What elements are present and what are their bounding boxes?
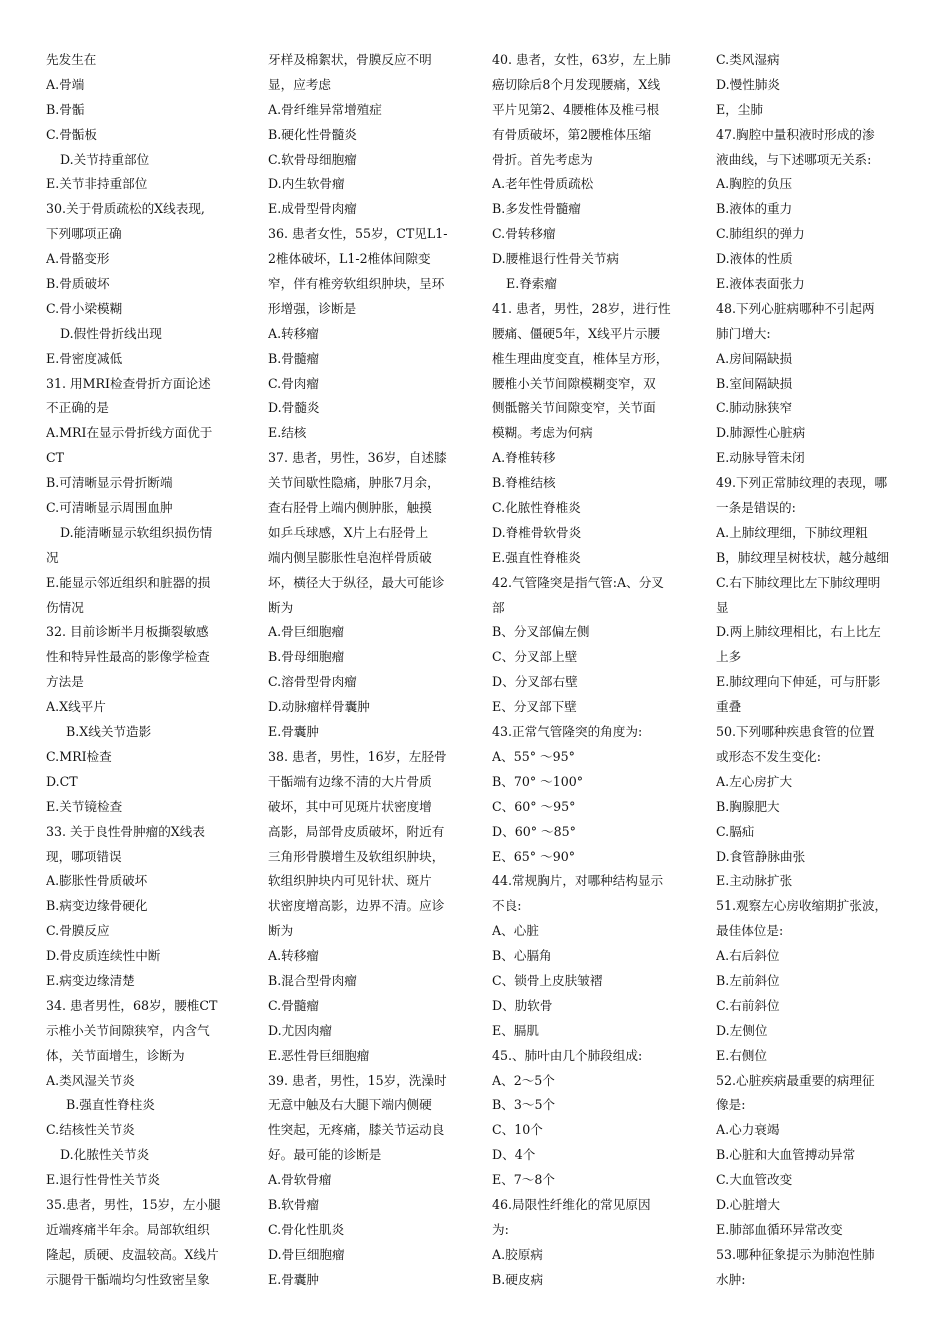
text-line: C.右前斜位 bbox=[716, 997, 780, 1013]
text-line: 高影，局部骨皮质破坏，附近有 bbox=[268, 823, 445, 839]
text-line: D、4个 bbox=[492, 1147, 536, 1163]
text-line: 侧骶髂关节间隙变窄，关节面 bbox=[492, 400, 656, 416]
text-line: E.结核 bbox=[268, 425, 307, 441]
text-line: 性和特异性最高的影像学检查 bbox=[46, 649, 210, 665]
text-line: D.食管静脉曲张 bbox=[716, 848, 806, 864]
text-line: B.混合型骨肉瘤 bbox=[268, 972, 357, 988]
text-line: 模糊。考虑为何病 bbox=[492, 425, 593, 441]
text-line: C.类风湿病 bbox=[716, 52, 780, 67]
column-4 bbox=[716, 48, 910, 1293]
text-line: C、60° ～95° bbox=[492, 798, 576, 814]
text-line: C.骨肉瘤 bbox=[268, 375, 319, 391]
text-line: B.左前斜位 bbox=[716, 972, 780, 988]
text-line: 46.局限性纤维化的常见原因 bbox=[492, 1196, 651, 1212]
text-line: 状密度增高影，边界不清。应诊 bbox=[268, 898, 445, 914]
text-line: C、分叉部上壁 bbox=[492, 649, 578, 665]
text-line: 34. 患者男性，68岁，腰椎CT bbox=[46, 997, 218, 1013]
text-line: C.大血管改变 bbox=[716, 1172, 793, 1188]
text-line: 最佳体位是: bbox=[716, 923, 784, 939]
text-line: E.肺纹理向下伸延，可与肝影 bbox=[716, 674, 881, 690]
text-line: 如乒乓球感，X片上右胫骨上 bbox=[268, 524, 429, 540]
text-line: A.脊椎转移 bbox=[492, 450, 556, 466]
text-line: 骨折。首先考虑为 bbox=[492, 151, 593, 167]
text-line: 断为 bbox=[268, 923, 294, 939]
text-line: D、60° ～85° bbox=[492, 823, 576, 839]
text-line: E.动脉导管未闭 bbox=[716, 450, 805, 466]
text-line: A.左心房扩大 bbox=[716, 773, 793, 789]
text-line: D.假性骨折线出现 bbox=[60, 325, 162, 341]
text-line: 或形态不发生变化: bbox=[716, 748, 821, 764]
text-line: B.骨质破坏 bbox=[46, 276, 110, 292]
text-line: D、分叉部右壁 bbox=[492, 674, 578, 690]
text-line: D.动脉瘤样骨囊肿 bbox=[268, 699, 370, 715]
text-line: D.尤因肉瘤 bbox=[268, 1022, 333, 1038]
text-line: 2椎体破坏，L1-2椎体间隙变 bbox=[268, 251, 431, 267]
text-line: E.病变边缘清楚 bbox=[46, 972, 135, 988]
text-line: E、65° ～90° bbox=[492, 848, 576, 864]
text-line: C.溶骨型骨肉瘤 bbox=[268, 674, 357, 690]
text-line: 为: bbox=[492, 1221, 509, 1237]
text-line: B.软骨瘤 bbox=[268, 1196, 320, 1212]
text-line: A.骨端 bbox=[46, 76, 85, 92]
text-line: 况 bbox=[46, 549, 59, 565]
text-line: 部 bbox=[492, 599, 505, 615]
text-line: A.MRI在显示骨折线方面优于 bbox=[46, 425, 213, 441]
text-line: B.骨髓瘤 bbox=[268, 350, 320, 366]
text-line: E.主动脉扩张 bbox=[716, 873, 793, 889]
text-line: B.骨母细胞瘤 bbox=[268, 649, 345, 665]
text-line: C、10个 bbox=[492, 1122, 543, 1138]
text-line: C.肺组织的弹力 bbox=[716, 226, 805, 242]
text-line: B.硬皮病 bbox=[492, 1271, 544, 1287]
text-line: 现，哪项错误 bbox=[46, 848, 122, 864]
text-line: 42.气管隆突是指气管:A、分叉 bbox=[492, 574, 664, 590]
text-line: 软组织肿块内可见针状、斑片 bbox=[268, 873, 432, 889]
text-line: D.脊椎骨软骨炎 bbox=[492, 524, 582, 540]
text-line: C.骨小梁模糊 bbox=[46, 300, 123, 316]
text-line: D.关节持重部位 bbox=[60, 151, 150, 167]
text-line: A.膨胀性骨质破坏 bbox=[46, 873, 148, 889]
text-line: 35.患者，男性，15岁，左小腿 bbox=[46, 1196, 221, 1212]
text-line: 平片见第2、4腰椎体及椎弓根 bbox=[492, 101, 660, 117]
text-line: 破坏，其中可见斑片状密度增 bbox=[268, 798, 432, 814]
text-line: 示椎小关节间隙狭窄，内含气 bbox=[46, 1022, 210, 1038]
text-line: 重叠 bbox=[716, 699, 742, 715]
text-line: 腰痛、僵硬5年，X线平片示腰 bbox=[492, 325, 661, 341]
text-line: 伤情况 bbox=[46, 599, 84, 615]
text-line: B.心脏和大血管搏动异常 bbox=[716, 1147, 856, 1163]
text-line: 牙样及棉絮状，骨膜反应不明 bbox=[268, 52, 432, 67]
text-line: 51.观察左心房收缩期扩张波， bbox=[716, 898, 888, 914]
text-line: C.右下肺纹理比左下肺纹理明 bbox=[716, 574, 881, 590]
text-line: E.退行性骨性关节炎 bbox=[46, 1172, 160, 1188]
text-line: B、心膈角 bbox=[492, 948, 552, 964]
text-line: 53.哪种征象提示为肺泡性肺 bbox=[716, 1246, 875, 1262]
text-line: 38. 患者，男性，16岁，左胫骨 bbox=[268, 748, 447, 764]
text-line: 关节间歇性隐痛，肿胀7月余， bbox=[268, 475, 440, 491]
text-line: 有骨质破坏，第2腰椎体压缩 bbox=[492, 126, 652, 142]
text-line: C.膈疝 bbox=[716, 823, 755, 839]
text-line: C.可清晰显示周围血肿 bbox=[46, 500, 173, 516]
text-line: D.两上肺纹理相比，右上比左 bbox=[716, 624, 881, 640]
text-line: E.恶性骨巨细胞瘤 bbox=[268, 1047, 370, 1063]
text-line: B.病变边缘骨硬化 bbox=[46, 898, 148, 914]
text-line: E.关节镜检查 bbox=[46, 798, 123, 814]
text-line: D.左侧位 bbox=[716, 1022, 768, 1038]
text-line: 椎生理曲度变直，椎体呈方形， bbox=[492, 350, 669, 366]
text-line: 隆起，质硬、皮温较高。X线片 bbox=[46, 1246, 219, 1262]
text-line: D.内生软骨瘤 bbox=[268, 176, 345, 192]
column-3 bbox=[492, 48, 686, 1293]
text-line: B，肺纹理呈树枝状，越分越细 bbox=[716, 549, 889, 565]
text-line: A.胸腔的负压 bbox=[716, 176, 793, 192]
text-line: D.化脓性关节炎 bbox=[60, 1147, 150, 1163]
text-line: D、肋软骨 bbox=[492, 997, 553, 1013]
text-line: 41. 患者，男性，28岁，进行性 bbox=[492, 300, 671, 316]
text-line: A.老年性骨质疏松 bbox=[492, 176, 594, 192]
text-line: C.化脓性脊椎炎 bbox=[492, 500, 581, 516]
text-line: 47.胸腔中量积液时形成的渗 bbox=[716, 126, 875, 142]
text-line: 不正确的是 bbox=[46, 400, 109, 416]
text-line: 窄，伴有椎旁软组织肿块，呈环 bbox=[268, 276, 445, 292]
text-line: 一条是错误的: bbox=[716, 500, 796, 516]
text-line: 31. 用MRI检查骨折方面论述 bbox=[46, 375, 211, 391]
text-line: D.心脏增大 bbox=[716, 1196, 781, 1212]
text-line: E、分叉部下壁 bbox=[492, 699, 577, 715]
text-line: D.骨髓炎 bbox=[268, 400, 320, 416]
text-line: A.骨巨细胞瘤 bbox=[268, 624, 345, 640]
text-line: D.骨皮质连续性中断 bbox=[46, 948, 161, 964]
text-line: A.房间隔缺损 bbox=[716, 350, 793, 366]
column-2 bbox=[268, 48, 464, 1293]
text-line: B.多发性骨髓瘤 bbox=[492, 201, 581, 217]
text-line: 45.、肺叶由几个肺段组成: bbox=[492, 1047, 643, 1063]
text-line: A.转移瘤 bbox=[268, 325, 319, 341]
text-line: 显，应考虑 bbox=[268, 76, 331, 92]
text-line: 33. 关于良性骨肿瘤的X线表 bbox=[46, 823, 205, 839]
text-line: A.骨骼变形 bbox=[46, 251, 110, 267]
text-line: E.强直性脊椎炎 bbox=[492, 549, 581, 565]
text-line: 40. 患者，女性，63岁，左上肺 bbox=[492, 52, 671, 67]
text-line: E.骨囊肿 bbox=[268, 1271, 319, 1287]
text-line: C.骨转移瘤 bbox=[492, 226, 556, 242]
text-line: A.X线平片 bbox=[46, 699, 106, 715]
text-line: 无意中触及右大腿下端内侧硬 bbox=[268, 1097, 432, 1113]
text-line: B.室间隔缺损 bbox=[716, 375, 793, 391]
text-line: 形增强，诊断是 bbox=[268, 300, 357, 316]
text-line: B.脊椎结核 bbox=[492, 475, 556, 491]
text-line: C.骨膜反应 bbox=[46, 923, 110, 939]
text-line: B.胸腺肥大 bbox=[716, 798, 780, 814]
text-line: 水肿: bbox=[716, 1271, 746, 1287]
text-line: B.可清晰显示骨折断端 bbox=[46, 475, 173, 491]
text-line: 端内侧呈膨胀性皂泡样骨质破 bbox=[268, 549, 432, 565]
text-line: A.骨软骨瘤 bbox=[268, 1172, 332, 1188]
text-line: E.液体表面张力 bbox=[716, 276, 805, 292]
text-line: 先发生在 bbox=[46, 52, 97, 67]
text-line: B.骨骺 bbox=[46, 101, 85, 117]
text-line: 不良: bbox=[492, 898, 522, 914]
text-line: C.骨髓瘤 bbox=[268, 997, 319, 1013]
text-line: A、55° ～95° bbox=[492, 748, 575, 764]
text-line: E.关节非持重部位 bbox=[46, 176, 148, 192]
text-line: 癌切除后8个月发现腰痛，X线 bbox=[492, 76, 661, 92]
text-line: E.成骨型骨肉瘤 bbox=[268, 201, 357, 217]
text-line: D.液体的性质 bbox=[716, 251, 793, 267]
text-line: 像是: bbox=[716, 1097, 746, 1113]
text-line: E.骨密度减低 bbox=[46, 350, 123, 366]
text-line: E.骨囊肿 bbox=[268, 724, 319, 740]
text-line: 液曲线，与下述哪项无关系: bbox=[716, 151, 872, 167]
text-line: 方法是 bbox=[46, 674, 84, 690]
text-line: 三角形骨膜增生及软组织肿块， bbox=[268, 848, 445, 864]
text-line: 性突起，无疼痛，膝关节运动良 bbox=[268, 1122, 445, 1138]
text-line: A.右后斜位 bbox=[716, 948, 780, 964]
text-line: B.强直性脊柱炎 bbox=[66, 1097, 155, 1113]
text-line: 肺门增大: bbox=[716, 325, 771, 341]
text-line: D.肺源性心脏病 bbox=[716, 425, 806, 441]
text-line: 腰椎小关节间隙模糊变窄，双 bbox=[492, 375, 656, 391]
text-line: 近端疼痛半年余。局部软组织 bbox=[46, 1221, 210, 1237]
text-line: 断为 bbox=[268, 599, 294, 615]
text-line: C.MRI检查 bbox=[46, 748, 112, 764]
text-line: E.肺部血循环异常改变 bbox=[716, 1221, 843, 1237]
text-line: 上多 bbox=[716, 649, 742, 665]
text-line: 39. 患者，男性，15岁，洗澡时 bbox=[268, 1072, 447, 1088]
text-line: 好。最可能的诊断是 bbox=[268, 1147, 382, 1163]
text-line: B.X线关节造影 bbox=[66, 724, 152, 740]
text-line: A.骨纤维异常增殖症 bbox=[268, 101, 382, 117]
text-line: B.液体的重力 bbox=[716, 201, 793, 217]
text-line: B、分叉部偏左侧 bbox=[492, 624, 590, 640]
text-line: 43.正常气管隆突的角度为: bbox=[492, 724, 643, 740]
text-line: 坏，横径大于纵径，最大可能诊 bbox=[268, 574, 445, 590]
text-line: 36. 患者女性，55岁，CT见L1- bbox=[268, 226, 448, 242]
text-line: C.肺动脉狭窄 bbox=[716, 400, 793, 416]
text-line: E，尘肺 bbox=[716, 101, 763, 117]
text-line: 32. 目前诊断半月板撕裂敏感 bbox=[46, 624, 209, 640]
text-line: 44.常规胸片，对哪种结构显示 bbox=[492, 873, 664, 889]
text-line: 30.关于骨质疏松的X线表现, bbox=[46, 201, 205, 217]
text-line: B.硬化性骨髓炎 bbox=[268, 126, 357, 142]
text-line: 查右胫骨上端内侧肿胀，触摸 bbox=[268, 500, 432, 516]
text-line: C.骨化性肌炎 bbox=[268, 1221, 345, 1237]
text-line: D.能清晰显示软组织损伤情 bbox=[60, 524, 213, 540]
text-line: 下列哪项正确 bbox=[46, 226, 122, 242]
text-line: B、3～5个 bbox=[492, 1097, 556, 1113]
text-line: C.软骨母细胞瘤 bbox=[268, 151, 357, 167]
text-line: D.腰椎退行性骨关节病 bbox=[492, 251, 619, 267]
text-line: 52.心脏疾病最重要的病理征 bbox=[716, 1072, 875, 1088]
text-line: D.慢性肺炎 bbox=[716, 76, 781, 92]
text-line: A.胶原病 bbox=[492, 1246, 543, 1262]
text-line: C.结核性关节炎 bbox=[46, 1122, 135, 1138]
text-line: 49.下列正常肺纹理的表现，哪 bbox=[716, 475, 888, 491]
text-line: 显 bbox=[716, 599, 729, 615]
text-line: 体，关节面增生，诊断为 bbox=[46, 1047, 185, 1063]
text-line: E、膈肌 bbox=[492, 1022, 539, 1038]
text-line: 37. 患者，男性，36岁，自述膝 bbox=[268, 450, 447, 466]
text-line: 示腿骨干骺端均匀性致密呈象 bbox=[46, 1271, 210, 1287]
text-line: A.心力衰竭 bbox=[716, 1122, 780, 1138]
text-line: 干骺端有边缘不清的大片骨质 bbox=[268, 773, 432, 789]
text-line: A.类风湿关节炎 bbox=[46, 1072, 135, 1088]
text-line: E.脊索瘤 bbox=[506, 276, 557, 292]
text-line: C、锁骨上皮肤皱褶 bbox=[492, 972, 603, 988]
text-line: D.CT bbox=[46, 773, 78, 789]
text-line: A、2～5个 bbox=[492, 1072, 555, 1088]
text-line: A、心脏 bbox=[492, 923, 539, 939]
text-line: 50.下列哪种疾患食管的位置 bbox=[716, 724, 875, 740]
text-line: E.右侧位 bbox=[716, 1047, 767, 1063]
text-line: CT bbox=[46, 450, 65, 466]
text-line: A.转移瘤 bbox=[268, 948, 319, 964]
column-1 bbox=[46, 48, 241, 1293]
text-line: D.骨巨细胞瘤 bbox=[268, 1246, 345, 1262]
text-line: A.上肺纹理细，下肺纹理粗 bbox=[716, 524, 868, 540]
text-line: C.骨骺板 bbox=[46, 126, 97, 142]
text-line: E.能显示邻近组织和脏器的损 bbox=[46, 574, 211, 590]
text-line: B、70° ～100° bbox=[492, 773, 584, 789]
text-line: 48.下列心脏病哪种不引起两 bbox=[716, 300, 875, 316]
text-line: E、7～8个 bbox=[492, 1172, 555, 1188]
